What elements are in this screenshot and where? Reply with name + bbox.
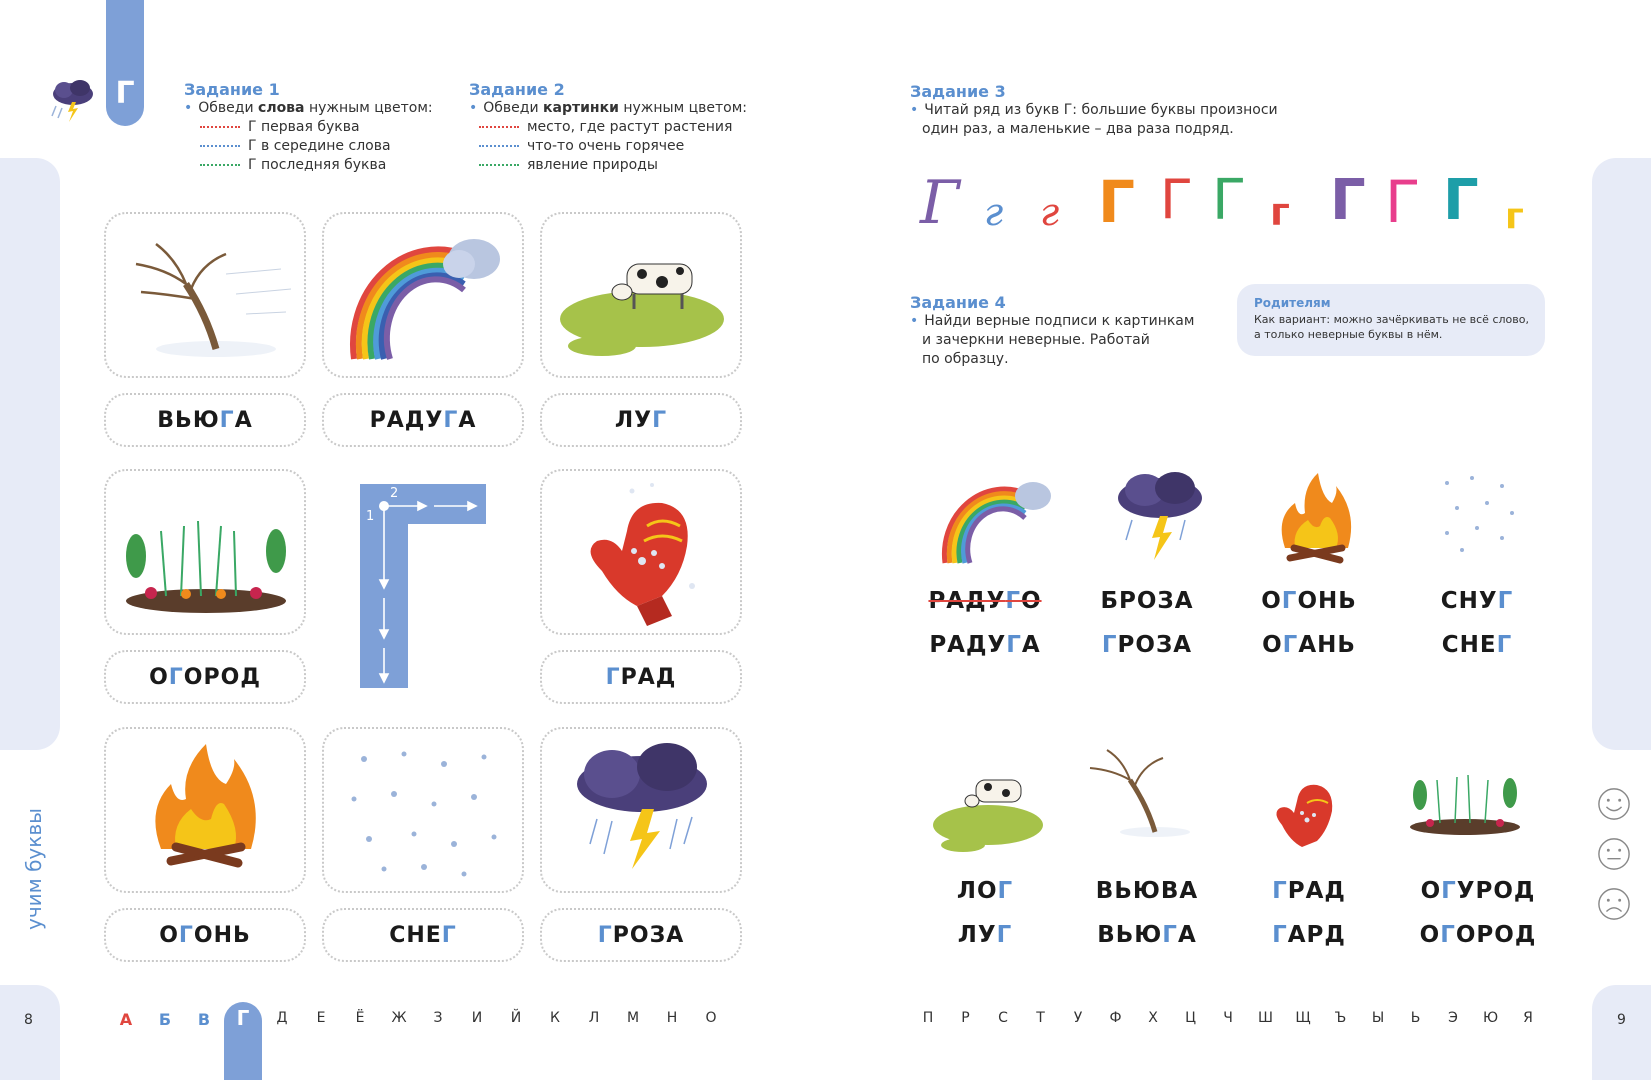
right-storm-icon [1110, 468, 1210, 568]
page-number-right: 9 [1617, 1012, 1626, 1028]
task1-title: Задание 1 [184, 80, 280, 99]
alphabet-letter[interactable]: Б [158, 1010, 172, 1029]
letter-2: г [984, 190, 1004, 234]
word-card-6[interactable]: О Г ОНЬ [104, 908, 306, 962]
picture-card-meadow[interactable] [540, 212, 742, 378]
right-rainbow-icon [935, 468, 1055, 568]
sad-face-icon[interactable] [1597, 887, 1631, 921]
task1-item-2: Г в середине слова [184, 137, 444, 156]
picture-card-mitten[interactable] [540, 469, 742, 635]
right-side-tab [1592, 158, 1651, 750]
task2-item-1: место, где растут растения [469, 118, 769, 137]
task2-item-3: явление природы [469, 156, 769, 175]
word-card-5[interactable]: Г РАД [540, 650, 742, 704]
answer-1-right[interactable]: РАДУГА [929, 632, 1041, 658]
answer-3-b[interactable]: ОГАНЬ [1262, 632, 1356, 658]
right-mitten-icon [1262, 775, 1352, 855]
task1-item-3: Г последняя буква [184, 156, 444, 175]
task4-line-1: • Найди верные подписи к картинкам [910, 313, 1195, 329]
alphabet-letter[interactable]: Т [1036, 1010, 1045, 1026]
parents-line-2: а только неверные буквы в нём. [1254, 328, 1443, 341]
alphabet-letter[interactable]: Ч [1223, 1010, 1233, 1026]
alphabet-letter[interactable]: К [550, 1010, 560, 1026]
alphabet-letter[interactable]: И [471, 1010, 483, 1026]
letter-5: Г [1160, 168, 1193, 231]
word-card-8[interactable]: Г РОЗА [540, 908, 742, 962]
alphabet-letter[interactable]: Е [316, 1010, 326, 1026]
answer-4-a[interactable]: СНУГ [1440, 588, 1514, 614]
answer-5-b[interactable]: ЛУГ [957, 922, 1013, 948]
alphabet-letter[interactable]: Э [1448, 1010, 1458, 1026]
letter-7: г [1270, 190, 1290, 234]
alphabet-letter[interactable]: Ц [1185, 1010, 1196, 1026]
picture-card-fire[interactable] [104, 727, 306, 893]
right-snow-icon [1432, 468, 1522, 558]
right-fire-icon [1270, 468, 1360, 568]
picture-card-snow[interactable] [322, 727, 524, 893]
task2-instruction: • Обведи картинки нужным цветом: [469, 100, 748, 116]
letter-10: Г [1443, 168, 1479, 233]
task3 [910, 82, 1310, 139]
alphabet-letter[interactable]: Ю [1482, 1010, 1499, 1026]
alphabet-letter[interactable]: Ш [1258, 1010, 1273, 1026]
alphabet-letter[interactable]: Ж [391, 1010, 407, 1026]
task4-line-2: и зачеркни неверные. Работай [922, 332, 1150, 348]
meadow-cow-icon [542, 214, 740, 376]
stroke-label-2: 2 [390, 486, 399, 501]
letter-1: Г [920, 168, 960, 238]
happy-face-icon[interactable] [1597, 787, 1631, 821]
alphabet-letter[interactable]: Ь [1410, 1010, 1421, 1026]
garden-bed-icon [106, 471, 304, 633]
answer-6-a[interactable]: ВЬЮВА [1095, 878, 1199, 904]
answer-7-a[interactable]: ГРАД [1272, 878, 1346, 904]
alphabet-letter[interactable]: Щ [1295, 1010, 1311, 1026]
alphabet-letter[interactable]: С [998, 1010, 1008, 1026]
alphabet-letter[interactable]: Ф [1109, 1010, 1122, 1026]
blizzard-tree-icon [106, 214, 304, 376]
answer-8-a[interactable]: ОГУРОД [1420, 878, 1536, 904]
answer-4-b[interactable]: СНЕГ [1441, 632, 1513, 658]
fire-icon [106, 729, 304, 891]
picture-card-rainbow[interactable] [322, 212, 524, 378]
page-number-left: 8 [24, 1012, 33, 1028]
alphabet-letter[interactable]: Ы [1371, 1010, 1385, 1026]
letter-tab [106, 0, 144, 126]
task3-title: Задание 3 [910, 82, 1006, 101]
alphabet-letter[interactable]: Д [276, 1010, 288, 1026]
task1-instruction: • Обведи слова нужным цветом: [184, 100, 433, 116]
letter-9: Г [1385, 168, 1421, 236]
word-card-2[interactable]: РАДУ Г А [322, 393, 524, 447]
task3-line-1: • Читай ряд из букв Г: большие буквы произноси [910, 102, 1278, 118]
alphabet-letter[interactable]: Х [1148, 1010, 1158, 1026]
task1 [184, 80, 444, 175]
answer-3-a[interactable]: ОГОНЬ [1261, 588, 1357, 614]
answer-6-b[interactable]: ВЬЮГА [1097, 922, 1197, 948]
task2-title: Задание 2 [469, 80, 565, 99]
tab-letter: Г [115, 76, 135, 111]
answer-2-a[interactable]: БРОЗА [1100, 588, 1194, 614]
letter-3: г [1040, 190, 1060, 234]
left-side-tab [0, 158, 60, 750]
neutral-face-icon[interactable] [1597, 837, 1631, 871]
stroke-label-1: 1 [366, 509, 375, 524]
letter-stroke-diagram [356, 482, 490, 688]
answer-1-wrong[interactable]: РАДУГО [928, 588, 1042, 614]
alphabet-letter[interactable]: З [433, 1010, 443, 1026]
task3-line-2: один раз, а маленькие – два раза подряд. [922, 121, 1234, 137]
task2 [469, 80, 769, 175]
snowflakes-icon [324, 729, 522, 891]
right-meadow-icon [928, 765, 1048, 860]
alphabet-letter[interactable]: Й [510, 1010, 522, 1026]
alphabet-letter[interactable]: Г [236, 1006, 250, 1030]
parents-note [1237, 284, 1545, 356]
alphabet-letter[interactable]: Р [961, 1010, 970, 1026]
parents-title: Родителям [1254, 296, 1331, 310]
alphabet-letter[interactable]: О [705, 1010, 717, 1026]
task4 [910, 293, 1210, 369]
alphabet-letter[interactable]: А [119, 1010, 133, 1029]
left-bottom-tab [0, 985, 60, 1080]
letter-8: Г [1330, 168, 1366, 233]
rainbow-icon [324, 214, 522, 376]
alphabet-letter[interactable]: Ё [355, 1010, 365, 1026]
parents-line-1: Как вариант: можно зачёркивать не всё слово, [1254, 313, 1529, 326]
answer-5-a[interactable]: ЛОГ [956, 878, 1014, 904]
word-card-1[interactable]: ВЬЮ Г А [104, 393, 306, 447]
alphabet-letter[interactable]: У [1073, 1010, 1083, 1026]
answer-8-b[interactable]: ОГОРОД [1419, 922, 1537, 948]
answer-2-b[interactable]: ГРОЗА [1101, 632, 1193, 658]
word-card-3[interactable]: ЛУ Г [540, 393, 742, 447]
word-card-4[interactable]: О Г ОРОД [104, 650, 306, 704]
alphabet-letter[interactable]: П [922, 1010, 934, 1026]
task1-item-1: Г первая буква [184, 118, 444, 137]
word-card-7[interactable]: СНЕ Г [322, 908, 524, 962]
letter-6: Г [1212, 168, 1247, 233]
mitten-hail-icon [542, 471, 740, 633]
picture-card-blizzard[interactable] [104, 212, 306, 378]
right-garden-icon [1405, 765, 1525, 840]
picture-card-garden[interactable] [104, 469, 306, 635]
storm-cloud-icon [48, 76, 98, 126]
storm-cloud-large-icon [542, 729, 740, 891]
task4-line-3: по образцу. [922, 351, 1009, 367]
answer-7-b[interactable]: ГАРД [1272, 922, 1346, 948]
picture-card-storm[interactable] [540, 727, 742, 893]
letter-4: Г [1098, 168, 1135, 236]
right-blizzard-icon [1075, 740, 1195, 840]
alphabet-letter[interactable]: М [626, 1010, 640, 1026]
alphabet-letter[interactable]: Л [588, 1010, 600, 1026]
side-label: учим буквы [22, 808, 46, 930]
task4-title: Задание 4 [910, 293, 1006, 312]
alphabet-letter[interactable]: В [197, 1010, 211, 1029]
alphabet-letter[interactable]: Я [1523, 1010, 1533, 1026]
alphabet-letter[interactable]: Ъ [1334, 1010, 1347, 1026]
right-bottom-tab [1592, 985, 1651, 1080]
alphabet-letter[interactable]: Н [666, 1010, 678, 1026]
task2-item-2: что-то очень горячее [469, 137, 769, 156]
letter-11: г [1505, 196, 1524, 237]
